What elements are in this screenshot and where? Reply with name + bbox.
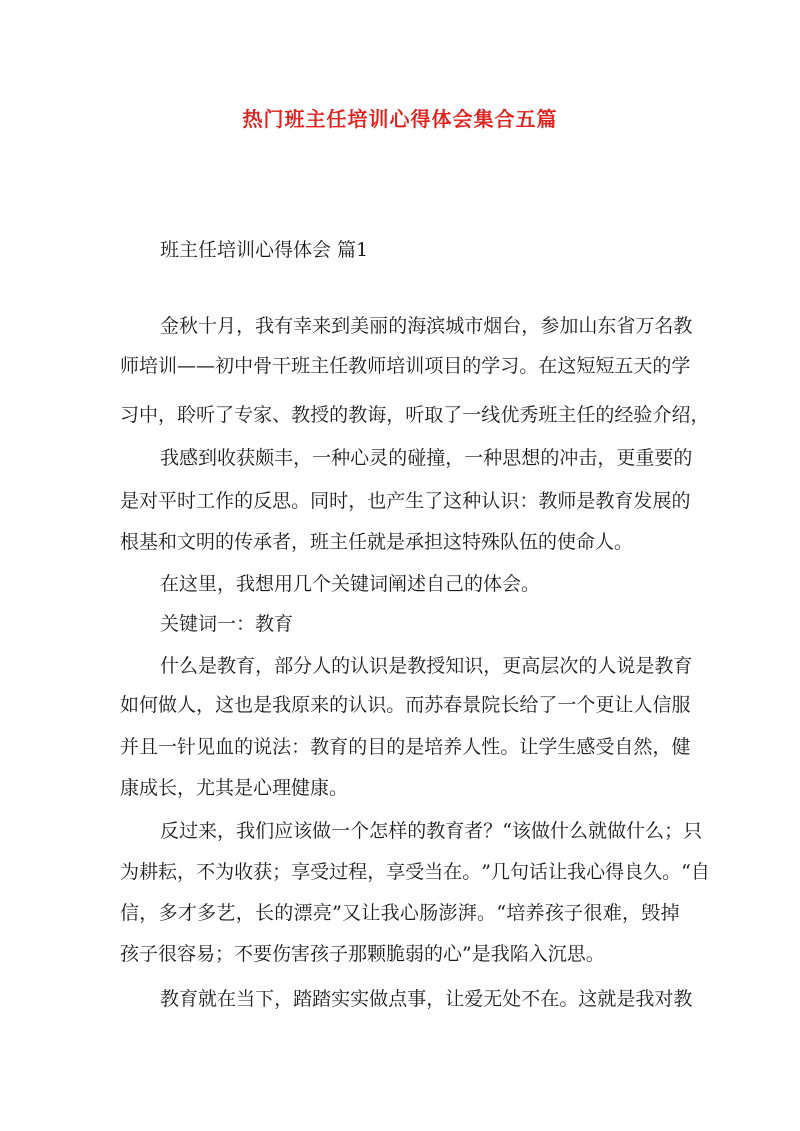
- paragraph-line: 孩子很容易；不要伤害孩子那颗脆弱的心”是我陷入沉思。: [120, 943, 605, 965]
- paragraph-line: 我 感 到 收 获 颇 丰 ， 一 种 心 灵 的 碰 撞 ， 一 种 思 想 的 冲 击 ， 更 重 要 的: [160, 447, 693, 469]
- paragraph-line: 并 且 一 针 见 血 的 说 法 ： 教 育 的 目 的 是 培 养 人 性 。 让 学 生 感 受 自 然 ， 健: [120, 736, 691, 758]
- paragraph-line: 什 么 是 教 育 ， 部 分 人 的 认 识 是 教 授 知 识 ， 更 高 层 次 的 人 说 是 教 育: [160, 655, 693, 677]
- paragraph-line: 如 何 做 人 ， 这 也 是 我 原 来 的 认 识 。 而 苏 春 景 院 长 给 了 一 个 更 让 人 信 服: [120, 694, 691, 716]
- paragraph-line: 在这里，我想用几个关键词阐述自己的体会。: [160, 573, 541, 595]
- document-title: 热门班主任培训心得体会集合五篇: [242, 107, 558, 131]
- paragraph-line: 康成长，尤其是心理健康。: [120, 777, 349, 799]
- paragraph-line: 习 中 ， 聆 听 了 专 家 、 教 授 的 教 诲 ， 听 取 了 一 线 优 秀 班 主 任 的 经 验 介 绍 ，: [120, 404, 710, 426]
- paragraph-line: 是 对 平 时 工 作 的 反 思 。 同 时 ， 也 产 生 了 这 种 认 识 ： 教 师 是 教 育 发 展 的: [120, 490, 691, 512]
- paragraph-line: 教 育 就 在 当 下 ， 踏 踏 实 实 做 点 事 ， 让 爱 无 处 不 在 。 这 就 是 我 对 教: [160, 988, 693, 1010]
- paragraph-line: 为 耕 耘 ， 不 为 收 获 ； 享 受 过 程 ， 享 受 当 在 。 ” 几 句 话 让 我 心 得 良 久 。 “ 自: [120, 861, 710, 883]
- paragraph-line: 反 过 来 ， 我 们 应 该 做 一 个 怎 样 的 教 育 者 ？ “ 该 做 什 么 就 做 什 么 ； 只: [160, 820, 703, 842]
- paragraph-line: 信 ， 多 才 多 艺 ， 长 的 漂 亮 ” 又 让 我 心 肠 澎 湃 。 “ 培 养 孩 子 很 难 ， 毁 掉: [120, 902, 680, 924]
- section-heading: 班主任培训心得体会 篇1: [160, 239, 369, 261]
- keyword-heading: 关键词一：教育: [160, 613, 294, 635]
- paragraph-line: 根基和文明的传承者，班主任就是承担这特殊队伍的使命人。: [120, 531, 634, 553]
- paragraph-line: 师 培 训 — — 初 中 骨 干 班 主 任 教 师 培 训 项 目 的 学 习 。 在 这 短 短 五 天 的 学: [120, 355, 691, 377]
- paragraph-line: 金 秋 十 月 ， 我 有 幸 来 到 美 丽 的 海 滨 城 市 烟 台 ， 参 加 山 东 省 万 名 教: [160, 315, 693, 337]
